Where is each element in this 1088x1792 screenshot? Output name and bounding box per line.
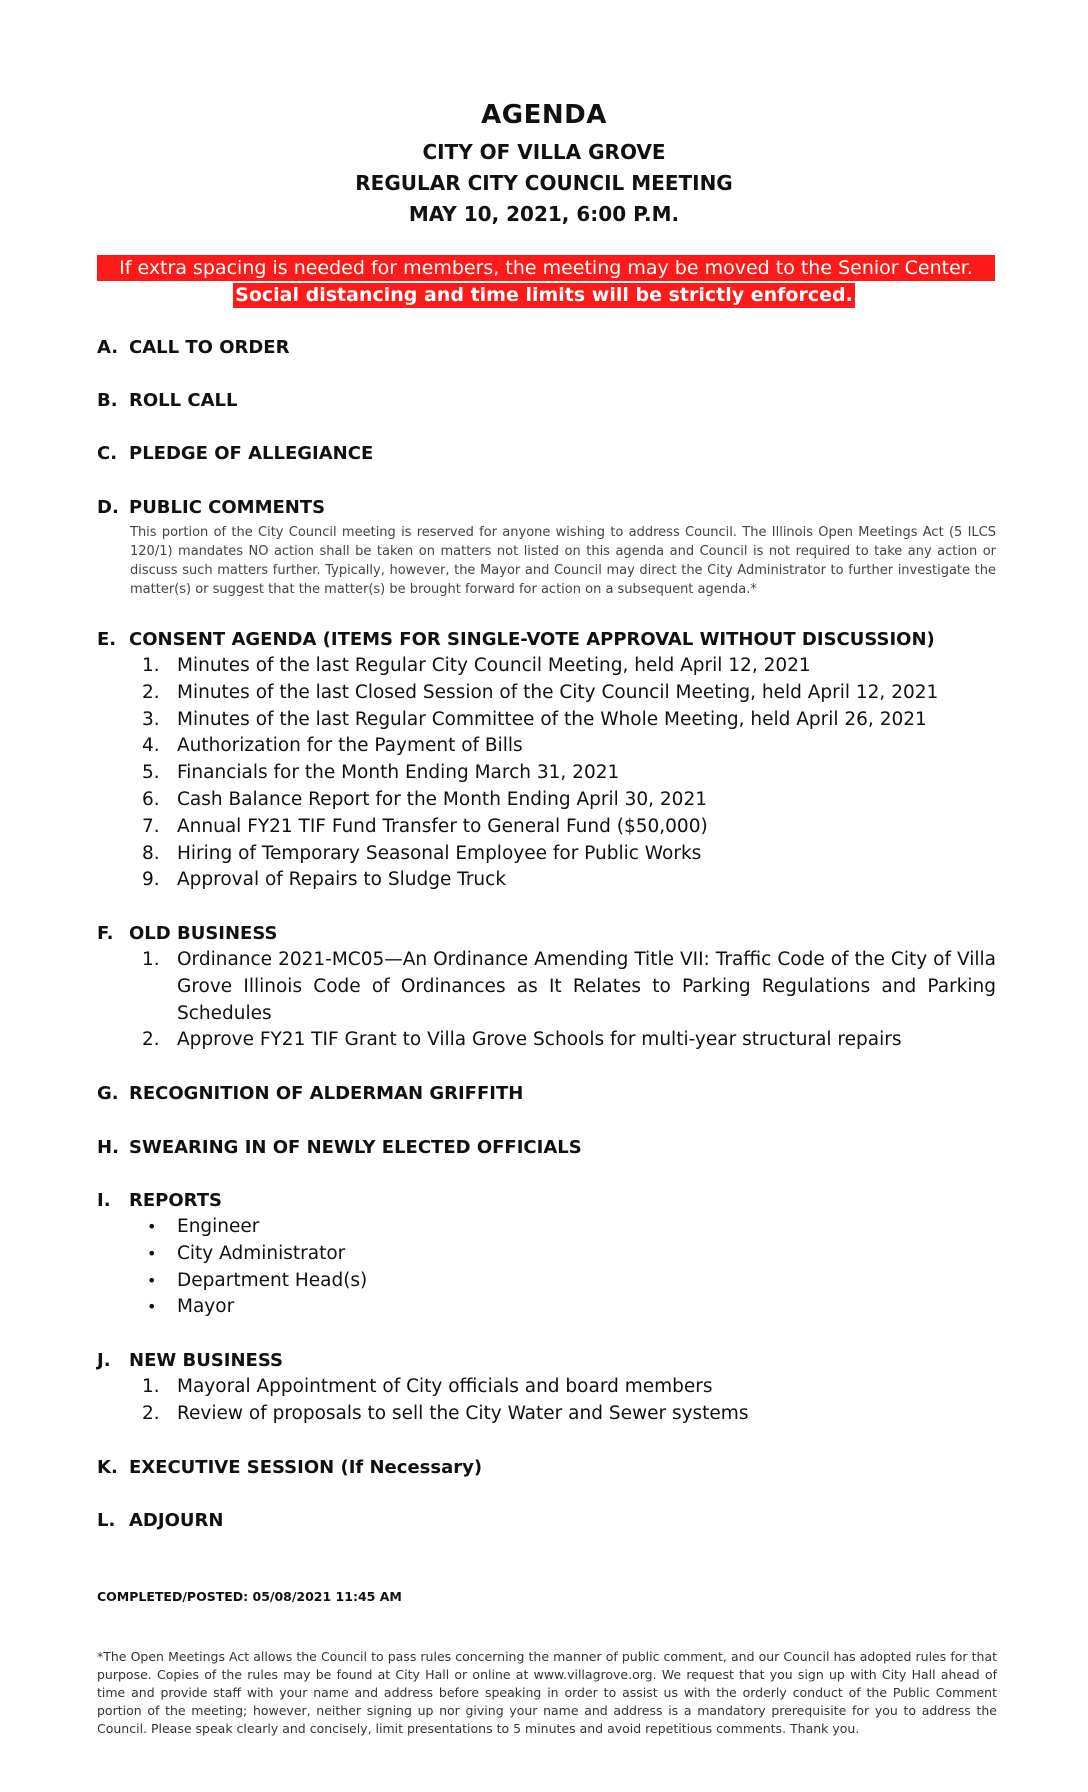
list-item — [130, 947, 996, 1027]
list-item — [130, 1401, 996, 1428]
section-consent-agenda — [97, 629, 935, 650]
item-number: 1. — [142, 1376, 160, 1397]
section-executive-session — [97, 1457, 482, 1478]
section-title: OLD BUSINESS — [129, 923, 278, 944]
section-letter: E. — [97, 629, 117, 650]
list-item — [130, 1214, 996, 1241]
section-adjourn — [97, 1510, 223, 1531]
section-title: NEW BUSINESS — [129, 1350, 283, 1371]
item-text: City Administrator — [177, 1242, 346, 1264]
list-item — [130, 1027, 996, 1054]
item-text: Annual FY21 TIF Fund Transfer to General Fund ($50,000) — [177, 815, 708, 837]
section-letter: B. — [97, 390, 118, 411]
section-title: RECOGNITION OF ALDERMAN GRIFFITH — [129, 1083, 524, 1104]
notice-banner-2 — [0, 283, 1088, 308]
item-text: Review of proposals to sell the City Water and Sewer systems — [177, 1402, 749, 1424]
item-text: Approve FY21 TIF Grant to Villa Grove Schools for multi-year structural repairs — [177, 1029, 902, 1051]
public-comments-text: This portion of the City Council meeting is reserved for anyone wishing to address Council. The Illinois Open Meetings Act (5 ILCS 120/1) mandates NO action shall be taken on matters not listed on this agenda and Council is not required to take any action or discuss such matters further. Typically, however, the Mayor and Council may direct the City Administrator to further investigate the matter(s) or suggest that the matter(s) be brought forward for action on a subsequent agenda.* — [130, 525, 996, 597]
list-item — [130, 1374, 996, 1401]
section-title: CONSENT AGENDA (ITEMS FOR SINGLE-VOTE APPROVAL WITHOUT DISCUSSION) — [129, 629, 935, 650]
list-item — [130, 1241, 996, 1268]
list-item — [130, 787, 996, 814]
section-letter: F. — [97, 923, 114, 944]
item-text: Mayoral Appointment of City officials and board members — [177, 1376, 713, 1397]
consent-agenda-list — [130, 653, 996, 894]
section-title: PLEDGE OF ALLEGIANCE — [129, 443, 374, 464]
item-number: 9. — [142, 869, 160, 891]
section-letter: I. — [97, 1190, 111, 1211]
item-text: Minutes of the last Regular City Council Meeting, held April 12, 2021 — [177, 655, 811, 676]
list-item — [130, 1294, 996, 1321]
item-text: Department Head(s) — [177, 1269, 368, 1291]
section-pledge — [97, 443, 373, 464]
section-title: ROLL CALL — [129, 390, 238, 411]
meeting-date: MAY 10, 2021, 6:00 P.M. — [408, 202, 680, 226]
item-number: 6. — [142, 788, 160, 810]
item-number: 2. — [142, 1029, 160, 1051]
item-number: 1. — [142, 949, 160, 970]
item-number: 7. — [142, 815, 160, 837]
section-title: EXECUTIVE SESSION (If Necessary) — [129, 1457, 483, 1478]
section-title: SWEARING IN OF NEWLY ELECTED OFFICIALS — [129, 1137, 582, 1158]
bullet-icon: • — [147, 1243, 157, 1263]
section-letter: L. — [97, 1510, 116, 1531]
section-letter: A. — [97, 337, 119, 358]
section-call-to-order — [97, 337, 289, 358]
section-new-business — [97, 1350, 283, 1371]
list-item — [130, 867, 996, 894]
section-letter: H. — [97, 1137, 119, 1158]
posted-timestamp: COMPLETED/POSTED: 05/08/2021 11:45 AM — [97, 1589, 402, 1604]
reports-list — [130, 1214, 996, 1321]
city-name: CITY OF VILLA GROVE — [422, 140, 666, 164]
section-title: ADJOURN — [129, 1510, 224, 1531]
section-title: PUBLIC COMMENTS — [129, 497, 326, 518]
notice-banner: If extra spacing is needed for members, the meeting may be moved to the Senior Center. — [97, 255, 995, 281]
agenda-title: AGENDA — [481, 100, 607, 130]
bullet-icon: • — [147, 1217, 157, 1236]
notice-line-2: Social distancing and time limits will be strictly enforced. — [235, 284, 853, 306]
item-text: Approval of Repairs to Sludge Truck — [177, 869, 507, 891]
list-item — [130, 680, 996, 707]
item-number: 5. — [142, 762, 160, 784]
section-letter: C. — [97, 443, 118, 464]
item-number: 4. — [142, 735, 160, 757]
list-item — [130, 1268, 996, 1295]
list-item — [130, 733, 996, 760]
meeting-type: REGULAR CITY COUNCIL MEETING — [355, 171, 733, 195]
item-number: 3. — [142, 708, 160, 730]
item-number: 1. — [142, 655, 160, 676]
old-business-list — [130, 947, 996, 1054]
item-number: 8. — [142, 842, 160, 864]
item-number: 2. — [142, 681, 160, 703]
item-text: Authorization for the Payment of Bills — [177, 735, 523, 757]
section-letter: D. — [97, 497, 119, 518]
item-text: Ordinance 2021-MC05—An Ordinance Amending Title VII: Traffic Code of the City of Villa Grove Illinois Code of Ordinances as It Relates to Parking Regulations and Parking Schedules — [177, 949, 996, 1024]
section-title: REPORTS — [129, 1190, 222, 1211]
list-item — [130, 760, 996, 787]
bullet-icon: • — [147, 1297, 157, 1317]
item-text: Minutes of the last Closed Session of the City Council Meeting, held April 12, 2021 — [177, 681, 939, 703]
section-letter: K. — [97, 1457, 118, 1478]
section-recognition — [97, 1083, 523, 1104]
list-item — [130, 653, 996, 680]
item-text: Mayor — [177, 1296, 235, 1318]
footnote: *The Open Meetings Act allows the Council to pass rules concerning the manner of public comment, and our Council has adopted rules for that purpose. Copies of the rules may be found at City Hall or online at www.villagrove.org. We request that you sign up with City Hall ahead of time and provide staff with your name and address before speaking in order to assist us with the orderly conduct of the Public Comment portion of the meeting; however, neither signing up nor giving your name and address is a mandatory prerequisite for you to address the Council. Please speak clearly and concisely, limit presentations to 5 minutes and avoid repetitious comments. Thank you. — [97, 1649, 997, 1736]
item-text: Cash Balance Report for the Month Ending April 30, 2021 — [177, 788, 707, 810]
item-text: Minutes of the last Regular Committee of the Whole Meeting, held April 26, 2021 — [177, 708, 927, 730]
list-item — [130, 814, 996, 841]
item-number: 2. — [142, 1402, 160, 1424]
new-business-list — [130, 1374, 996, 1428]
section-letter: G. — [97, 1083, 119, 1104]
section-swearing-in — [97, 1137, 582, 1158]
item-text: Hiring of Temporary Seasonal Employee for Public Works — [177, 842, 702, 864]
item-text: Engineer — [177, 1216, 260, 1237]
section-title: CALL TO ORDER — [129, 337, 290, 358]
section-public-comments — [97, 497, 325, 518]
list-item — [130, 707, 996, 734]
list-item — [130, 841, 996, 868]
section-roll-call — [97, 390, 237, 411]
bullet-icon: • — [147, 1270, 157, 1290]
item-text: Financials for the Month Ending March 31, 2021 — [177, 762, 620, 784]
section-old-business — [97, 923, 277, 944]
section-reports — [97, 1190, 222, 1211]
section-letter: J. — [97, 1350, 111, 1371]
